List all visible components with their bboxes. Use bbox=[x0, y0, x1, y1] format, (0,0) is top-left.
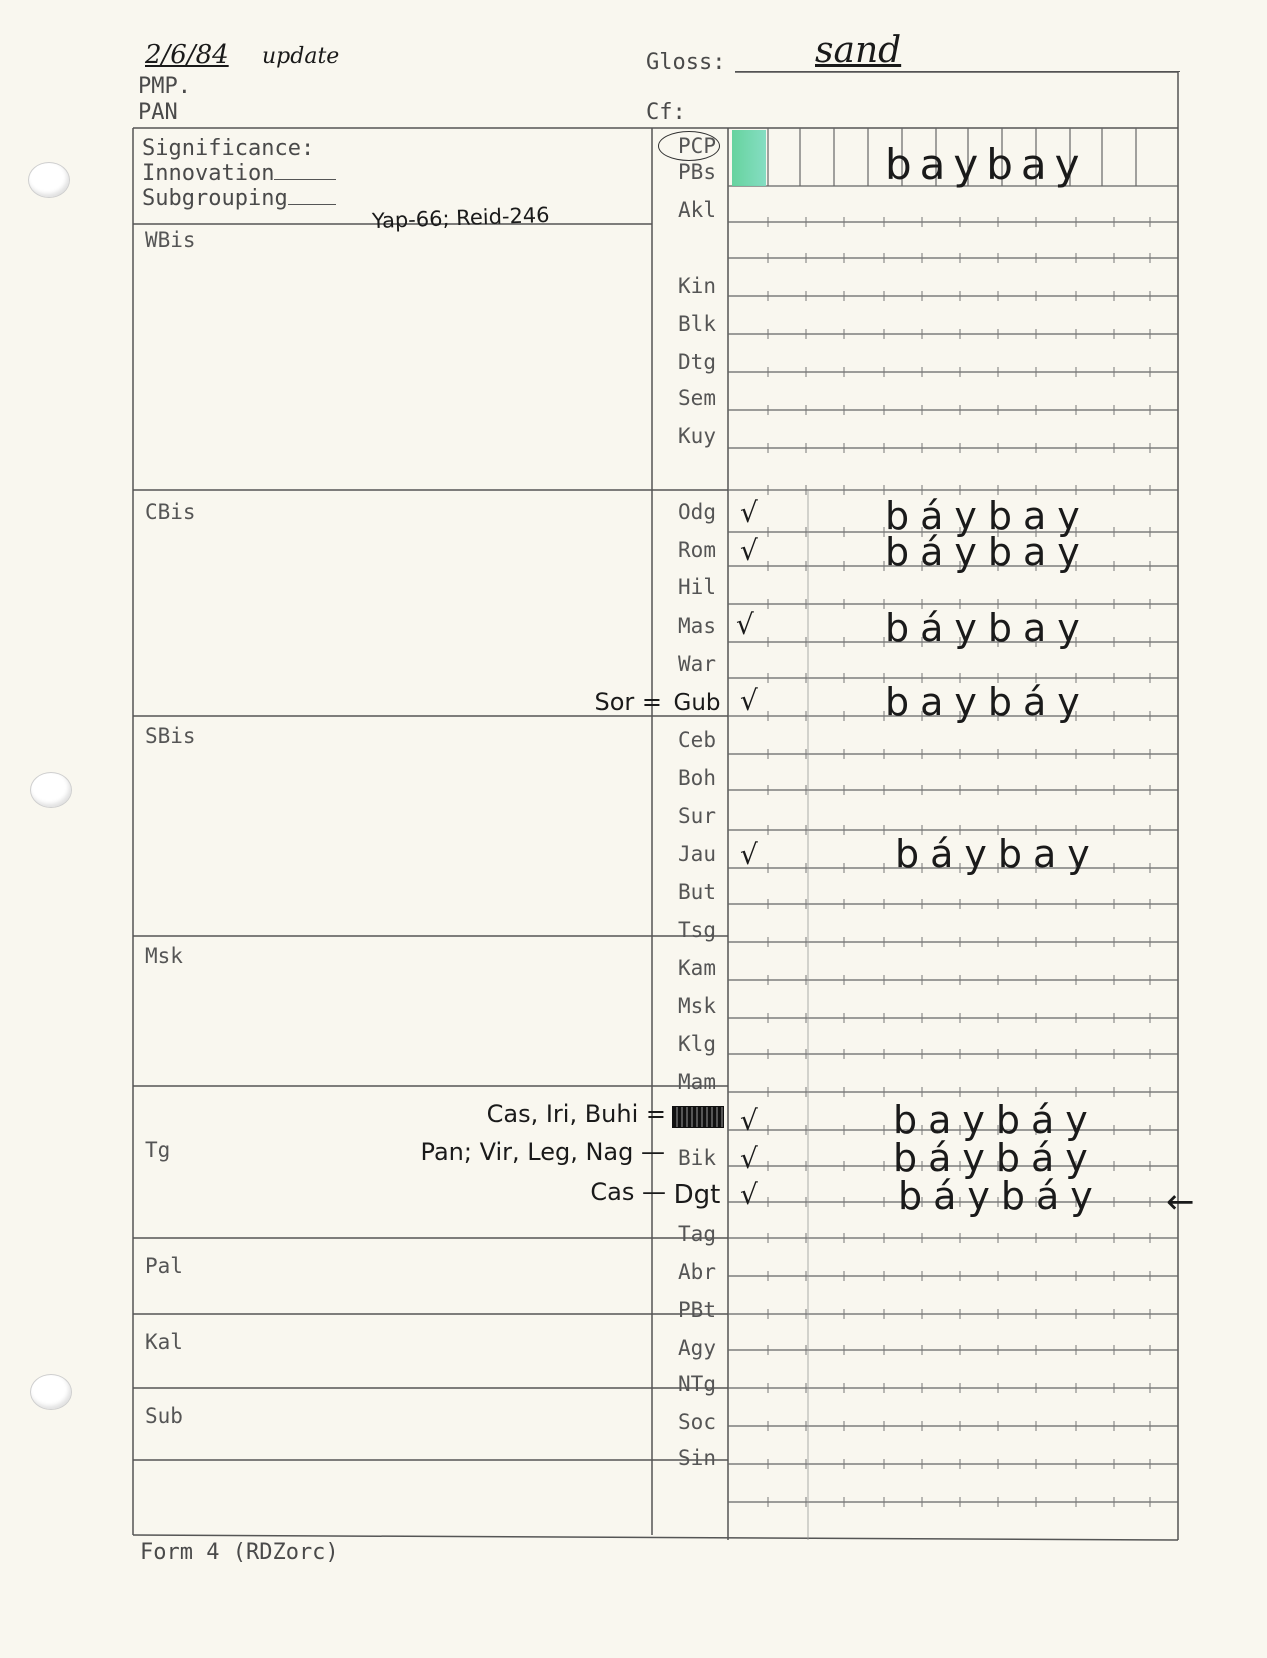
lang-msk: Msk bbox=[678, 994, 716, 1018]
arrow-marker: ← bbox=[1166, 1182, 1195, 1222]
group-label-pal: Pal bbox=[145, 1254, 183, 1278]
group-label-sbis: SBis bbox=[145, 724, 196, 748]
lang-blk: Blk bbox=[678, 312, 716, 336]
header-date-note: update bbox=[262, 44, 340, 69]
group-label-wbis: WBis bbox=[145, 228, 196, 252]
form-odg: báybay bbox=[885, 494, 1091, 538]
group-label-tg: Tg bbox=[145, 1138, 171, 1162]
lang-tag: Tag bbox=[678, 1222, 716, 1246]
header-pmp: PMP. bbox=[138, 74, 191, 99]
innovation-label bbox=[142, 161, 336, 186]
lang-war: War bbox=[678, 652, 716, 676]
cf-label: Cf: bbox=[646, 100, 686, 125]
group-label-sub: Sub bbox=[145, 1404, 183, 1428]
note-sor: Sor = bbox=[594, 688, 662, 716]
form-dgt: báybáy bbox=[898, 1174, 1104, 1218]
lang-ceb: Ceb bbox=[678, 728, 716, 752]
lang-kin: Kin bbox=[678, 274, 716, 298]
lang-kam: Kam bbox=[678, 956, 716, 980]
check-gub: √ bbox=[740, 684, 758, 717]
lang-but: But bbox=[678, 880, 716, 904]
group-label-msk: Msk bbox=[145, 944, 183, 968]
lang-boh: Boh bbox=[678, 766, 716, 790]
gloss-value: sand bbox=[815, 30, 902, 71]
lang-tg1-scribbled bbox=[672, 1106, 724, 1128]
check-bik: √ bbox=[740, 1142, 758, 1175]
form-bik: báybáy bbox=[893, 1136, 1099, 1180]
lang-pcp: PCP bbox=[678, 134, 716, 158]
lang-mas: Mas bbox=[678, 614, 716, 638]
form-mas: báybay bbox=[885, 606, 1091, 650]
significance-title: Significance: bbox=[142, 136, 315, 161]
lang-pbt: PBt bbox=[678, 1298, 716, 1322]
lang-sem: Sem bbox=[678, 386, 716, 410]
lang-jau: Jau bbox=[678, 842, 716, 866]
note-bik: Pan; Vir, Leg, Nag — bbox=[420, 1138, 665, 1166]
lang-sin: Sin bbox=[678, 1446, 716, 1470]
lang-ntg: NTg bbox=[678, 1372, 716, 1396]
lang-akl: Akl bbox=[678, 198, 716, 222]
lang-hil: Hil bbox=[678, 575, 716, 599]
subgrouping-text: Subgrouping bbox=[142, 186, 288, 211]
lang-soc: Soc bbox=[678, 1410, 716, 1434]
header-date: 2/6/84 bbox=[145, 40, 229, 70]
lang-tsg: Tsg bbox=[678, 918, 716, 942]
innovation-text: Innovation bbox=[142, 161, 275, 186]
note-tg1: Cas, Iri, Buhi = bbox=[486, 1100, 666, 1128]
check-odg: √ bbox=[740, 496, 758, 529]
lang-odg: Odg bbox=[678, 500, 716, 524]
lang-rom: Rom bbox=[678, 538, 716, 562]
header-pan: PAN bbox=[138, 100, 178, 125]
group-label-kal: Kal bbox=[145, 1330, 183, 1354]
reference-note: Yap-66; Reid-246 bbox=[371, 202, 550, 234]
lang-kuy: Kuy bbox=[678, 424, 716, 448]
lang-dgt: Dgt bbox=[673, 1180, 721, 1210]
lang-dtg: Dtg bbox=[678, 350, 716, 374]
form-tg1: baybáy bbox=[893, 1098, 1099, 1142]
check-tg1: √ bbox=[740, 1104, 758, 1137]
lang-pbs: PBs bbox=[678, 160, 716, 184]
form-footer: Form 4 (RDZorc) bbox=[140, 1540, 339, 1565]
group-label-cbis: CBis bbox=[145, 500, 196, 524]
form-jau: báybay bbox=[895, 832, 1101, 876]
lang-bik: Bik bbox=[678, 1146, 716, 1170]
subgrouping-label bbox=[142, 186, 336, 211]
gloss-label: Gloss: bbox=[646, 50, 726, 75]
check-mas: √ bbox=[736, 608, 754, 641]
form-gub: baybáy bbox=[885, 680, 1091, 724]
lang-mam: Mam bbox=[678, 1070, 716, 1094]
lang-gub: Gub bbox=[673, 690, 721, 716]
form-rom: báybay bbox=[885, 530, 1091, 574]
lang-klg: Klg bbox=[678, 1032, 716, 1056]
lang-sur: Sur bbox=[678, 804, 716, 828]
check-rom: √ bbox=[740, 534, 758, 567]
lang-abr: Abr bbox=[678, 1260, 716, 1284]
check-jau: √ bbox=[740, 838, 758, 871]
lang-agy: Agy bbox=[678, 1336, 716, 1360]
highlight-mark bbox=[732, 130, 766, 186]
form-pbs: baybay bbox=[885, 140, 1088, 189]
check-dgt: √ bbox=[740, 1178, 758, 1211]
note-dgt: Cas — bbox=[590, 1178, 666, 1206]
